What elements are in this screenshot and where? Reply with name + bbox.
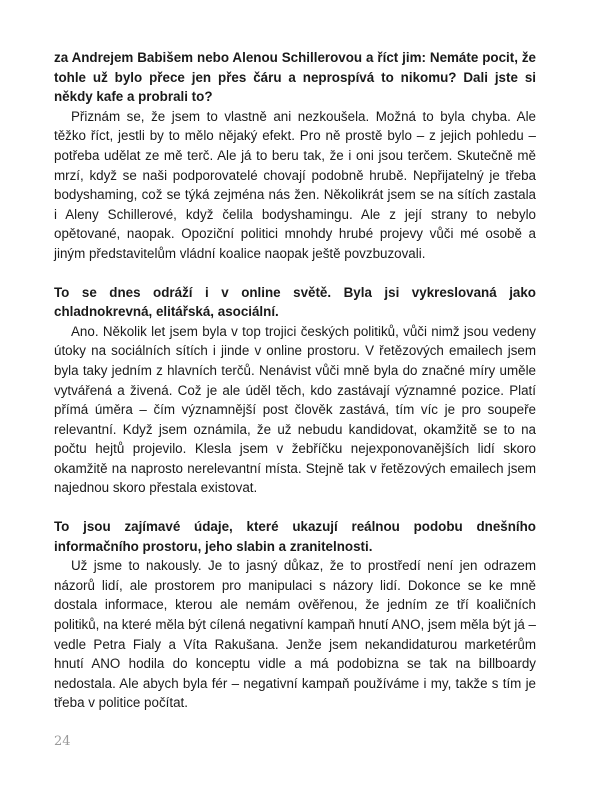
page-body [54, 48, 536, 713]
answer-paragraph: Ano. Několik let jsem byla v top trojici českých politiků, vůči nimž jsou vedeny útoky na sociálních sítích i jinde v online prostoru. V řetězových emailech jsem byla taky jedním z hlavních terčů. Nenávist vůči mně byla do značné míry uměle vytvářená a živená. Což je ale úděl těch, kdo zastávají významné pozice. Platí přímá úměra – čím významnější post člověk zastává, tím víc je pro soupeře relevantní. Když jsem oznámila, že už nebudu kandidovat, okamžitě se to na počtu hejtů projevilo. Klesla jsem v žebříčku nejexponovanějších lidí skoro okamžitě na naprosto nerelevantní místa. Stejně tak v řetězových emailech jsem najednou skoro přestala existovat. [54, 323, 536, 496]
page-number: 24 [54, 734, 71, 749]
question-continuation: za Andrejem Babišem nebo Alenou Schillerovou a říct jim: Nemáte pocit, že tohle už bylo přece jen přes čáru a neprospívá to nikomu? Dali jste si někdy kafe a probrali to? [54, 50, 536, 105]
question-paragraph: To se dnes odráží i v online světě. Byla jsi vykreslovaná jako chladnokrevná, elitářská, asociální. [54, 284, 536, 320]
paragraph-gap [54, 498, 536, 517]
answer-paragraph: Přiznám se, že jsem to vlastně ani nezkoušela. Možná to byla chyba. Ale těžko říct, jestli by to mělo nějaký efekt. Pro ně prostě bylo – z jejich pohledu – potřeba udělat ze mě terč. Ale já to beru tak, že i oni jsou terčem. Skutečně mě mrzí, když se naši podporovatelé chovají podobně hrubě. Nepřijatelný je třeba bodyshaming, což se týká zejména nás žen. Několikrát jsem se na sítích zastala i Aleny Schillerové, když čelila bodyshamingu. Ale z její strany to nebylo opětované, naopak. Opoziční politici mnohdy hrubé projevy vůči mé osobě a jiným představitelům vládní koalice naopak ještě povzbuzovali. [54, 108, 536, 261]
answer-paragraph: Už jsme to nakously. Je to jasný důkaz, že to prostředí není jen odrazem názorů lidí, ale prostorem pro manipulaci s názory lidí. Dokonce se ke mně dostala informace, kterou ale nemám ověřenou, že jedním ze tří koaličních politiků, na které měla být cílená negativní kampaň hnutí ANO, jsem měla být já – vedle Petra Fialy a Víta Rakušana. Jenže jsem nekandidaturou marketérům hnutí ANO hodila do konceptu vidle a má podobizna se tak na billboardy nedostala. Ale abych byla fér – negativní kampaň používáme i my, takže s tím je třeba v politice počítat. [54, 558, 536, 711]
paragraph-gap [54, 264, 536, 283]
question-paragraph: To jsou zajímavé údaje, které ukazují reálnou podobu dnešního informačního prostoru, jeho slabin a zranitelnosti. [54, 519, 536, 554]
